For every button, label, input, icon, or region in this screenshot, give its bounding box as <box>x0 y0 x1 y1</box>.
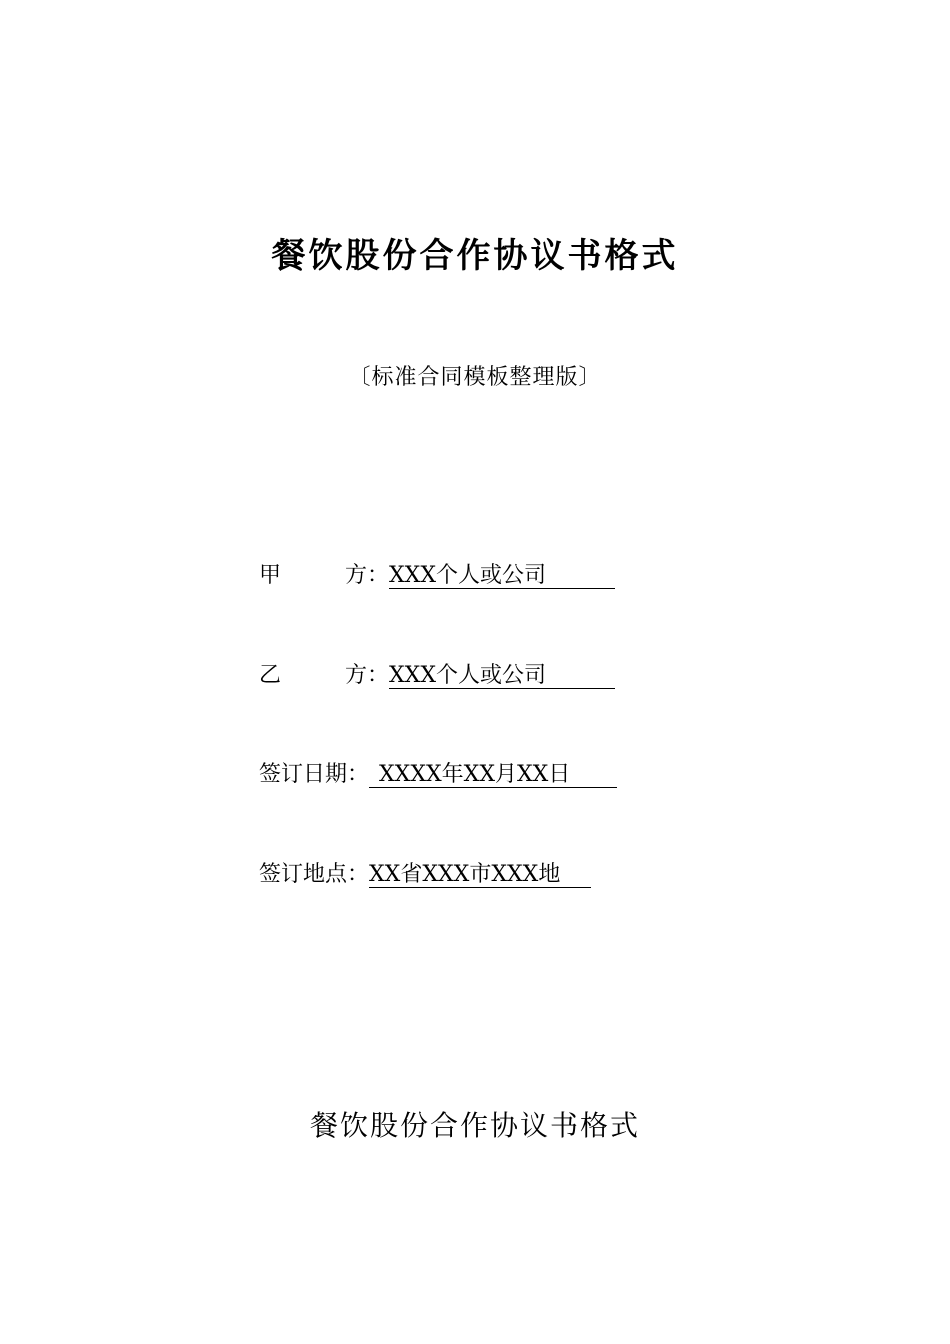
party-a-label <box>259 561 389 591</box>
party-b-value: XXX个人或公司 <box>389 664 615 689</box>
party-b-field <box>259 661 615 691</box>
party-b-label-suffix: 方： <box>344 663 389 688</box>
party-a-value: XXX个人或公司 <box>389 564 615 589</box>
party-a-label-suffix: 方： <box>344 563 389 588</box>
signing-date-label: 签订日期： <box>259 762 370 787</box>
signing-place-label: 签订地点： <box>259 862 370 887</box>
signing-place-field <box>259 860 591 890</box>
party-b-label <box>259 661 389 691</box>
party-a-label-char: 甲 <box>259 563 282 588</box>
signing-date-field <box>259 760 617 790</box>
body-title: 餐饮股份合作协议书格式 <box>309 1109 640 1142</box>
party-b-label-char: 乙 <box>259 663 282 688</box>
party-a-field <box>259 561 615 591</box>
signing-place-value: XX省XXX市XXX地 <box>369 863 591 888</box>
document-subtitle: 〔标准合同模板整理版〕 <box>348 365 602 390</box>
signing-date-value: XXXX年XX月XX日 <box>369 763 617 788</box>
document-title: 餐饮股份合作协议书格式 <box>271 236 679 276</box>
